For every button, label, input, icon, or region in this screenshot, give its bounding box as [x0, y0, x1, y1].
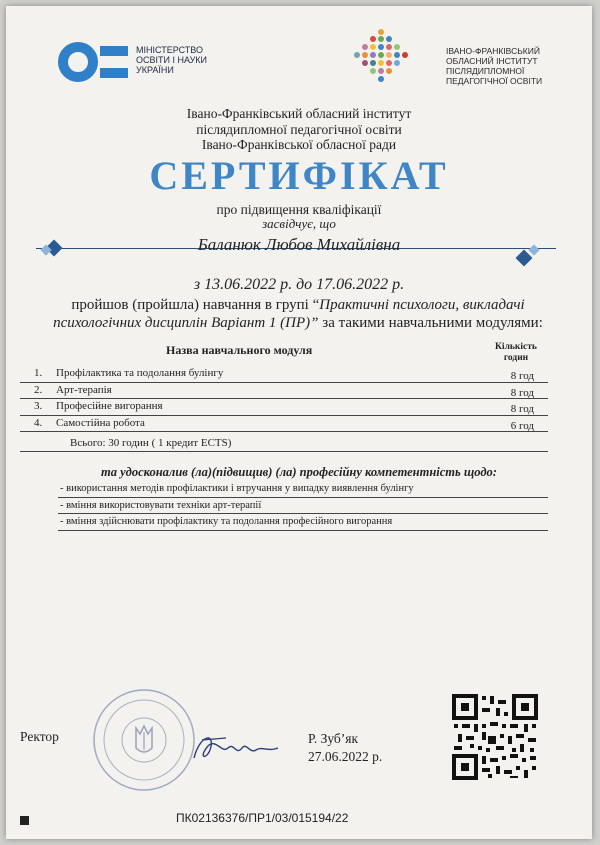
official-seal-icon — [92, 688, 196, 792]
modules-header-name: Назва навчального модуля — [166, 343, 313, 357]
total-hours: Всього: 30 годин ( 1 кредит ECTS) — [70, 437, 232, 449]
course-name-part2: психологічних дисциплін Варіант 1 (ПР)” — [53, 315, 319, 331]
qr-code-icon — [452, 694, 538, 780]
certificate-page — [6, 6, 592, 839]
handwritten-signature-icon — [186, 728, 286, 768]
signature-date: 27.06.2022 р. — [308, 749, 383, 764]
course-suffix: за такими навчальними модулями: — [318, 315, 543, 331]
ministry-logo-icon — [56, 40, 130, 84]
module-hours: 8 год — [510, 370, 534, 382]
certificate-title: СЕРТИФІКАТ — [149, 153, 449, 198]
corner-marker — [20, 816, 29, 825]
list-item: - використання методів профілактики і втручання у випадку виявлення булінгу — [58, 481, 548, 498]
module-hours: 8 год — [510, 386, 534, 399]
module-hours: 6 год — [510, 419, 534, 432]
training-dates: з 13.06.2022 р. до 17.06.2022 р. — [193, 276, 405, 293]
table-row — [20, 399, 548, 416]
table-bottom-line — [20, 451, 548, 452]
table-row — [20, 366, 548, 383]
row-number: 2. — [34, 383, 43, 396]
module-name: Арт-терапія — [56, 383, 112, 396]
institute-dots-logo-icon — [346, 26, 416, 96]
table-row — [20, 416, 548, 433]
certificate-subtitle: про підвищення кваліфікації — [216, 202, 382, 217]
serial-number: ПК02136376/ПР1/03/015194/22 — [176, 811, 349, 825]
modules-table — [20, 366, 548, 432]
holder-name: Баланюк Любов Михайлівна — [197, 235, 401, 254]
course-name-part1: Практичні психологи, викладачі — [319, 297, 525, 313]
institute-name: ІВАНО-ФРАНКІВСЬКИЙ ОБЛАСНИЙ ІНСТИТУТ ПІСЛЯДИПЛОМНОЇ ПЕДАГОГІЧНОЇ ОСВІТИ — [446, 46, 543, 86]
certifies-text: засвідчує, що — [262, 216, 336, 231]
course-description — [28, 296, 568, 332]
module-name: Самостійна робота — [56, 416, 145, 429]
organization-name: Івано-Франківський обласний інститут післядипломної педагогічної освіти Івано-Франківської обласної ради — [186, 106, 412, 152]
ministry-name: МІНІСТЕРСТВО ОСВІТИ І НАУКИ УКРАЇНИ — [136, 45, 208, 75]
signer-position: Ректор — [20, 729, 59, 744]
competence-list — [58, 481, 548, 531]
modules-header-hours: Кількість годин — [495, 342, 537, 363]
competence-header: та удосконалив (ла)(підвищив) (ла) професійну компетентність щодо: — [101, 465, 497, 479]
table-row — [20, 383, 548, 400]
course-prefix: пройшов (пройшла) навчання в групі “ — [71, 297, 320, 313]
row-number: 1. — [34, 367, 43, 379]
module-hours: 8 год — [510, 403, 534, 415]
row-number: 4. — [34, 416, 43, 429]
row-number: 3. — [34, 400, 43, 412]
module-name: Профілактика та подолання булінгу — [56, 367, 224, 379]
module-name: Професійне вигорання — [56, 400, 163, 412]
signer-name: Р. Зуб’як — [308, 731, 359, 746]
list-item: - вміння здійснювати профілактику та подолання професійного вигорання — [58, 514, 548, 531]
list-item: - вміння використовувати техніки арт-терапії — [58, 498, 548, 515]
